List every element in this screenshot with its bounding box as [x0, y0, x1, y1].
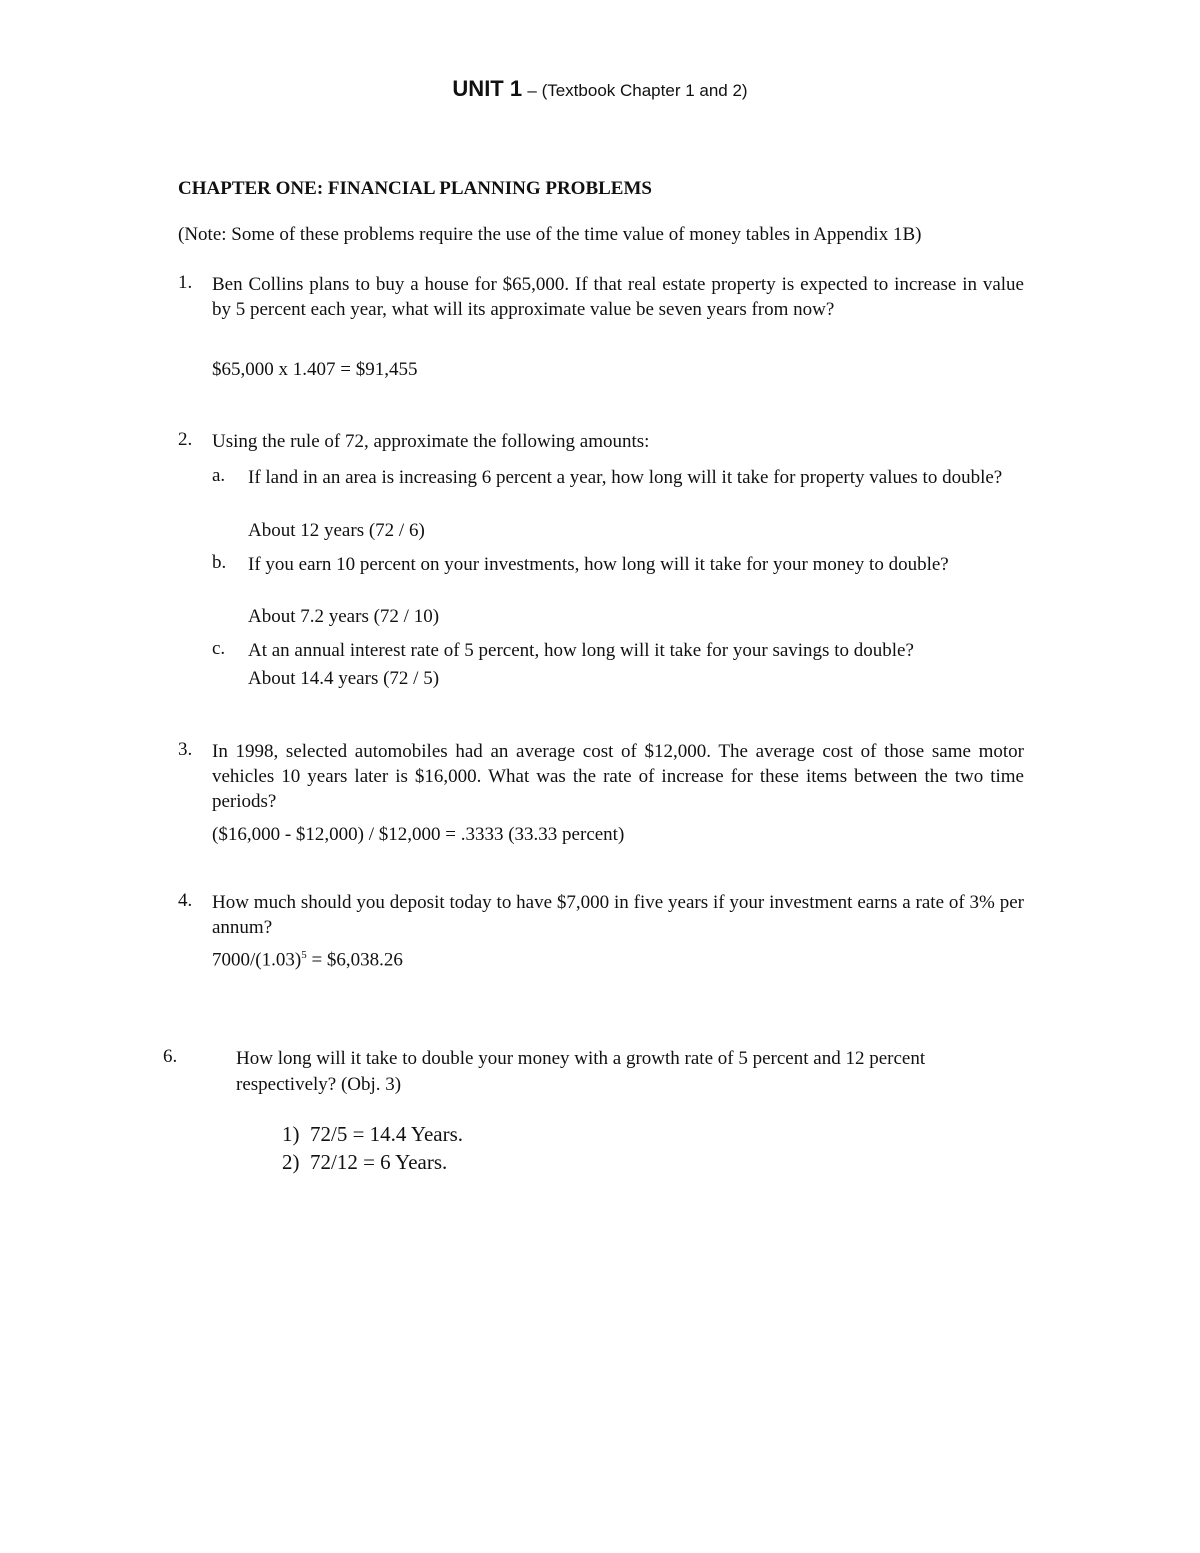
- q1-number: 1.: [178, 272, 193, 293]
- q2a-letter: a.: [212, 465, 226, 486]
- q4-number: 4.: [178, 890, 193, 911]
- q6-answer-2-marker: 2): [282, 1150, 300, 1174]
- page-title: [0, 76, 1200, 102]
- q6-answer-2: [282, 1150, 447, 1175]
- q6-number: 6.: [163, 1046, 178, 1067]
- q6-text: How long will it take to double your money with a growth rate of 5 percent and 12 percent respectively? (Obj. 3): [236, 1048, 926, 1095]
- q3-number: 3.: [178, 739, 193, 760]
- q3-text: In 1998, selected automobiles had an average cost of $12,000. The average cost of those same motor vehicles 10 years later is $16,000. What was the rate of increase for these items between the two time periods?: [212, 741, 1024, 812]
- q1-text: Ben Collins plans to buy a house for $65,000. If that real estate property is expected to increase in value by 5 percent each year, what will its approximate value be seven years from now?: [212, 274, 1024, 320]
- q4-text: How much should you deposit today to have $7,000 in five years if your investment earns a rate of 3% per annum?: [212, 892, 1024, 938]
- q1-answer: $65,000 x 1.407 = $91,455: [212, 359, 418, 380]
- q4-answer: [212, 949, 403, 971]
- q6-answer-1: [282, 1122, 463, 1147]
- q4-answer-result: = $6,038.26: [306, 949, 403, 971]
- q2a-answer: About 12 years (72 / 6): [248, 520, 425, 541]
- q2c-letter: c.: [212, 638, 226, 659]
- q2-number: 2.: [178, 429, 193, 450]
- q2b-text: If you earn 10 percent on your investments, how long will it take for your money to double?: [248, 554, 949, 575]
- q2c-answer: About 14.4 years (72 / 5): [248, 668, 440, 689]
- note-text: (Note: Some of these problems require the use of the time value of money tables in Appendix 1B): [178, 224, 922, 245]
- q6-answer-1-marker: 1): [282, 1122, 300, 1146]
- q2-text: Using the rule of 72, approximate the following amounts:: [212, 431, 650, 452]
- q4-answer-base: 7000/(1.03): [212, 949, 302, 971]
- q2b-answer: About 7.2 years (72 / 10): [248, 606, 440, 627]
- q2b-letter: b.: [212, 552, 227, 573]
- chapter-heading: CHAPTER ONE: FINANCIAL PLANNING PROBLEMS: [178, 178, 652, 199]
- unit-subtitle: – (Textbook Chapter 1 and 2): [527, 81, 748, 100]
- q4-answer-exponent: 5: [301, 949, 307, 961]
- q2c-text: At an annual interest rate of 5 percent, how long will it take for your savings to double?: [248, 640, 914, 661]
- q3-answer: ($16,000 - $12,000) / $12,000 = .3333 (33.33 percent): [212, 824, 625, 845]
- unit-title: UNIT 1: [452, 76, 523, 101]
- q2a-text: If land in an area is increasing 6 percent a year, how long will it take for property values to double?: [248, 467, 1003, 488]
- q6-answer-2-text: 72/12 = 6 Years.: [310, 1150, 448, 1174]
- q6-answer-1-text: 72/5 = 14.4 Years.: [310, 1122, 464, 1146]
